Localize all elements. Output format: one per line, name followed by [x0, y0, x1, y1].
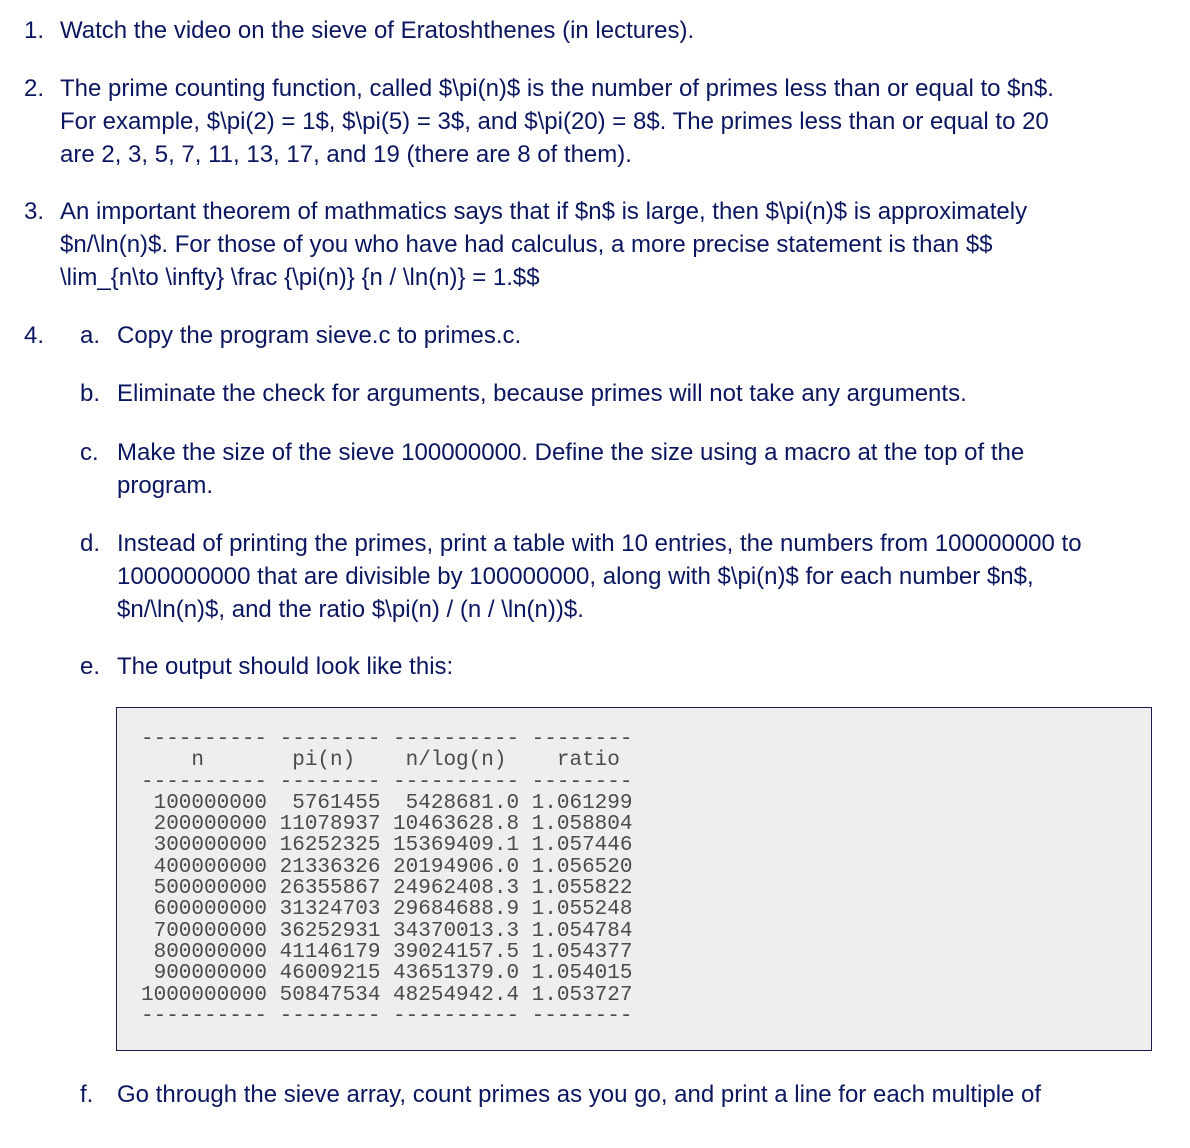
item-4f-letter: f. [80, 1081, 94, 1108]
item-4c-line-1: Make the size of the sieve 100000000. Define the size using a macro at the top of the [117, 439, 1025, 466]
item-3-number: 3. [24, 198, 45, 225]
item-3-line-1: An important theorem of mathmatics says that if $n$ is large, then $\pi(n)$ is approximately [60, 198, 1028, 225]
item-4-number: 4. [24, 322, 45, 349]
item-4e-text: The output should look like this: [117, 653, 454, 680]
item-3-line-2: $n/\ln(n)$. For those of you who have had calculus, a more precise statement is than $$ [60, 231, 993, 258]
item-2-line-3: are 2, 3, 5, 7, 11, 13, 17, and 19 (there are 8 of them). [60, 141, 632, 168]
item-2-line-2: For example, $\pi(2) = 1$, $\pi(5) = 3$, and $\pi(20) = 8$. The primes less than or equal to 20 [60, 108, 1049, 135]
item-4d-line-1: Instead of printing the primes, print a table with 10 entries, the numbers from 100000000 to [117, 530, 1082, 557]
item-4d-line-3: $n/\ln(n)$, and the ratio $\pi(n) / (n / \ln(n))$. [117, 596, 584, 623]
item-1-text: Watch the video on the sieve of Eratoshthenes (in lectures). [60, 17, 695, 44]
item-4f-text: Go through the sieve array, count primes as you go, and print a line for each multiple of [117, 1081, 1042, 1108]
item-4d-letter: d. [80, 530, 101, 557]
item-4a-text: Copy the program sieve.c to primes.c. [117, 322, 522, 349]
item-4c-line-2: program. [117, 472, 214, 499]
item-4d-line-2: 1000000000 that are divisible by 100000000, along with $\pi(n)$ for each number $n$, [117, 563, 1034, 590]
program-output-box [116, 707, 1152, 1051]
item-4b-letter: b. [80, 380, 101, 407]
item-4b-text: Eliminate the check for arguments, because primes will not take any arguments. [117, 380, 967, 407]
item-2-number: 2. [24, 75, 45, 102]
item-4c-letter: c. [80, 439, 99, 466]
item-3-line-3: \lim_{n\to \infty} \frac {\pi(n)} {n / \ln(n)} = 1.$$ [60, 264, 540, 291]
item-1-number: 1. [24, 17, 45, 44]
program-output: ---------- -------- ---------- -------- n pi(n) n/log(n) ratio ---------- -------- ---------- -------- 100000000 5761455 5428681.0 1.061299 200000000 11078937 10463628.8 1.058804 300000000 16252325 15369409.1 1.057446 400000000 21336326 20194906.0 1.056520 500000000 26355867 24962408.3 1.055822 600000000 31324703 29684688.9 1.055248 700000000 36252931 34370013.3 1.054784 800000000 41146179 39024157.5 1.054377 900000000 46009215 43651379.0 1.054015 1000000000 50847534 48254942.4 1.053727 ---------- -------- ---------- -------- [141, 728, 633, 1028]
item-2-line-1: The prime counting function, called $\pi(n)$ is the number of primes less than or equal to $n$. [60, 75, 1054, 102]
item-4e-letter: e. [80, 653, 101, 680]
item-4a-letter: a. [80, 322, 101, 349]
